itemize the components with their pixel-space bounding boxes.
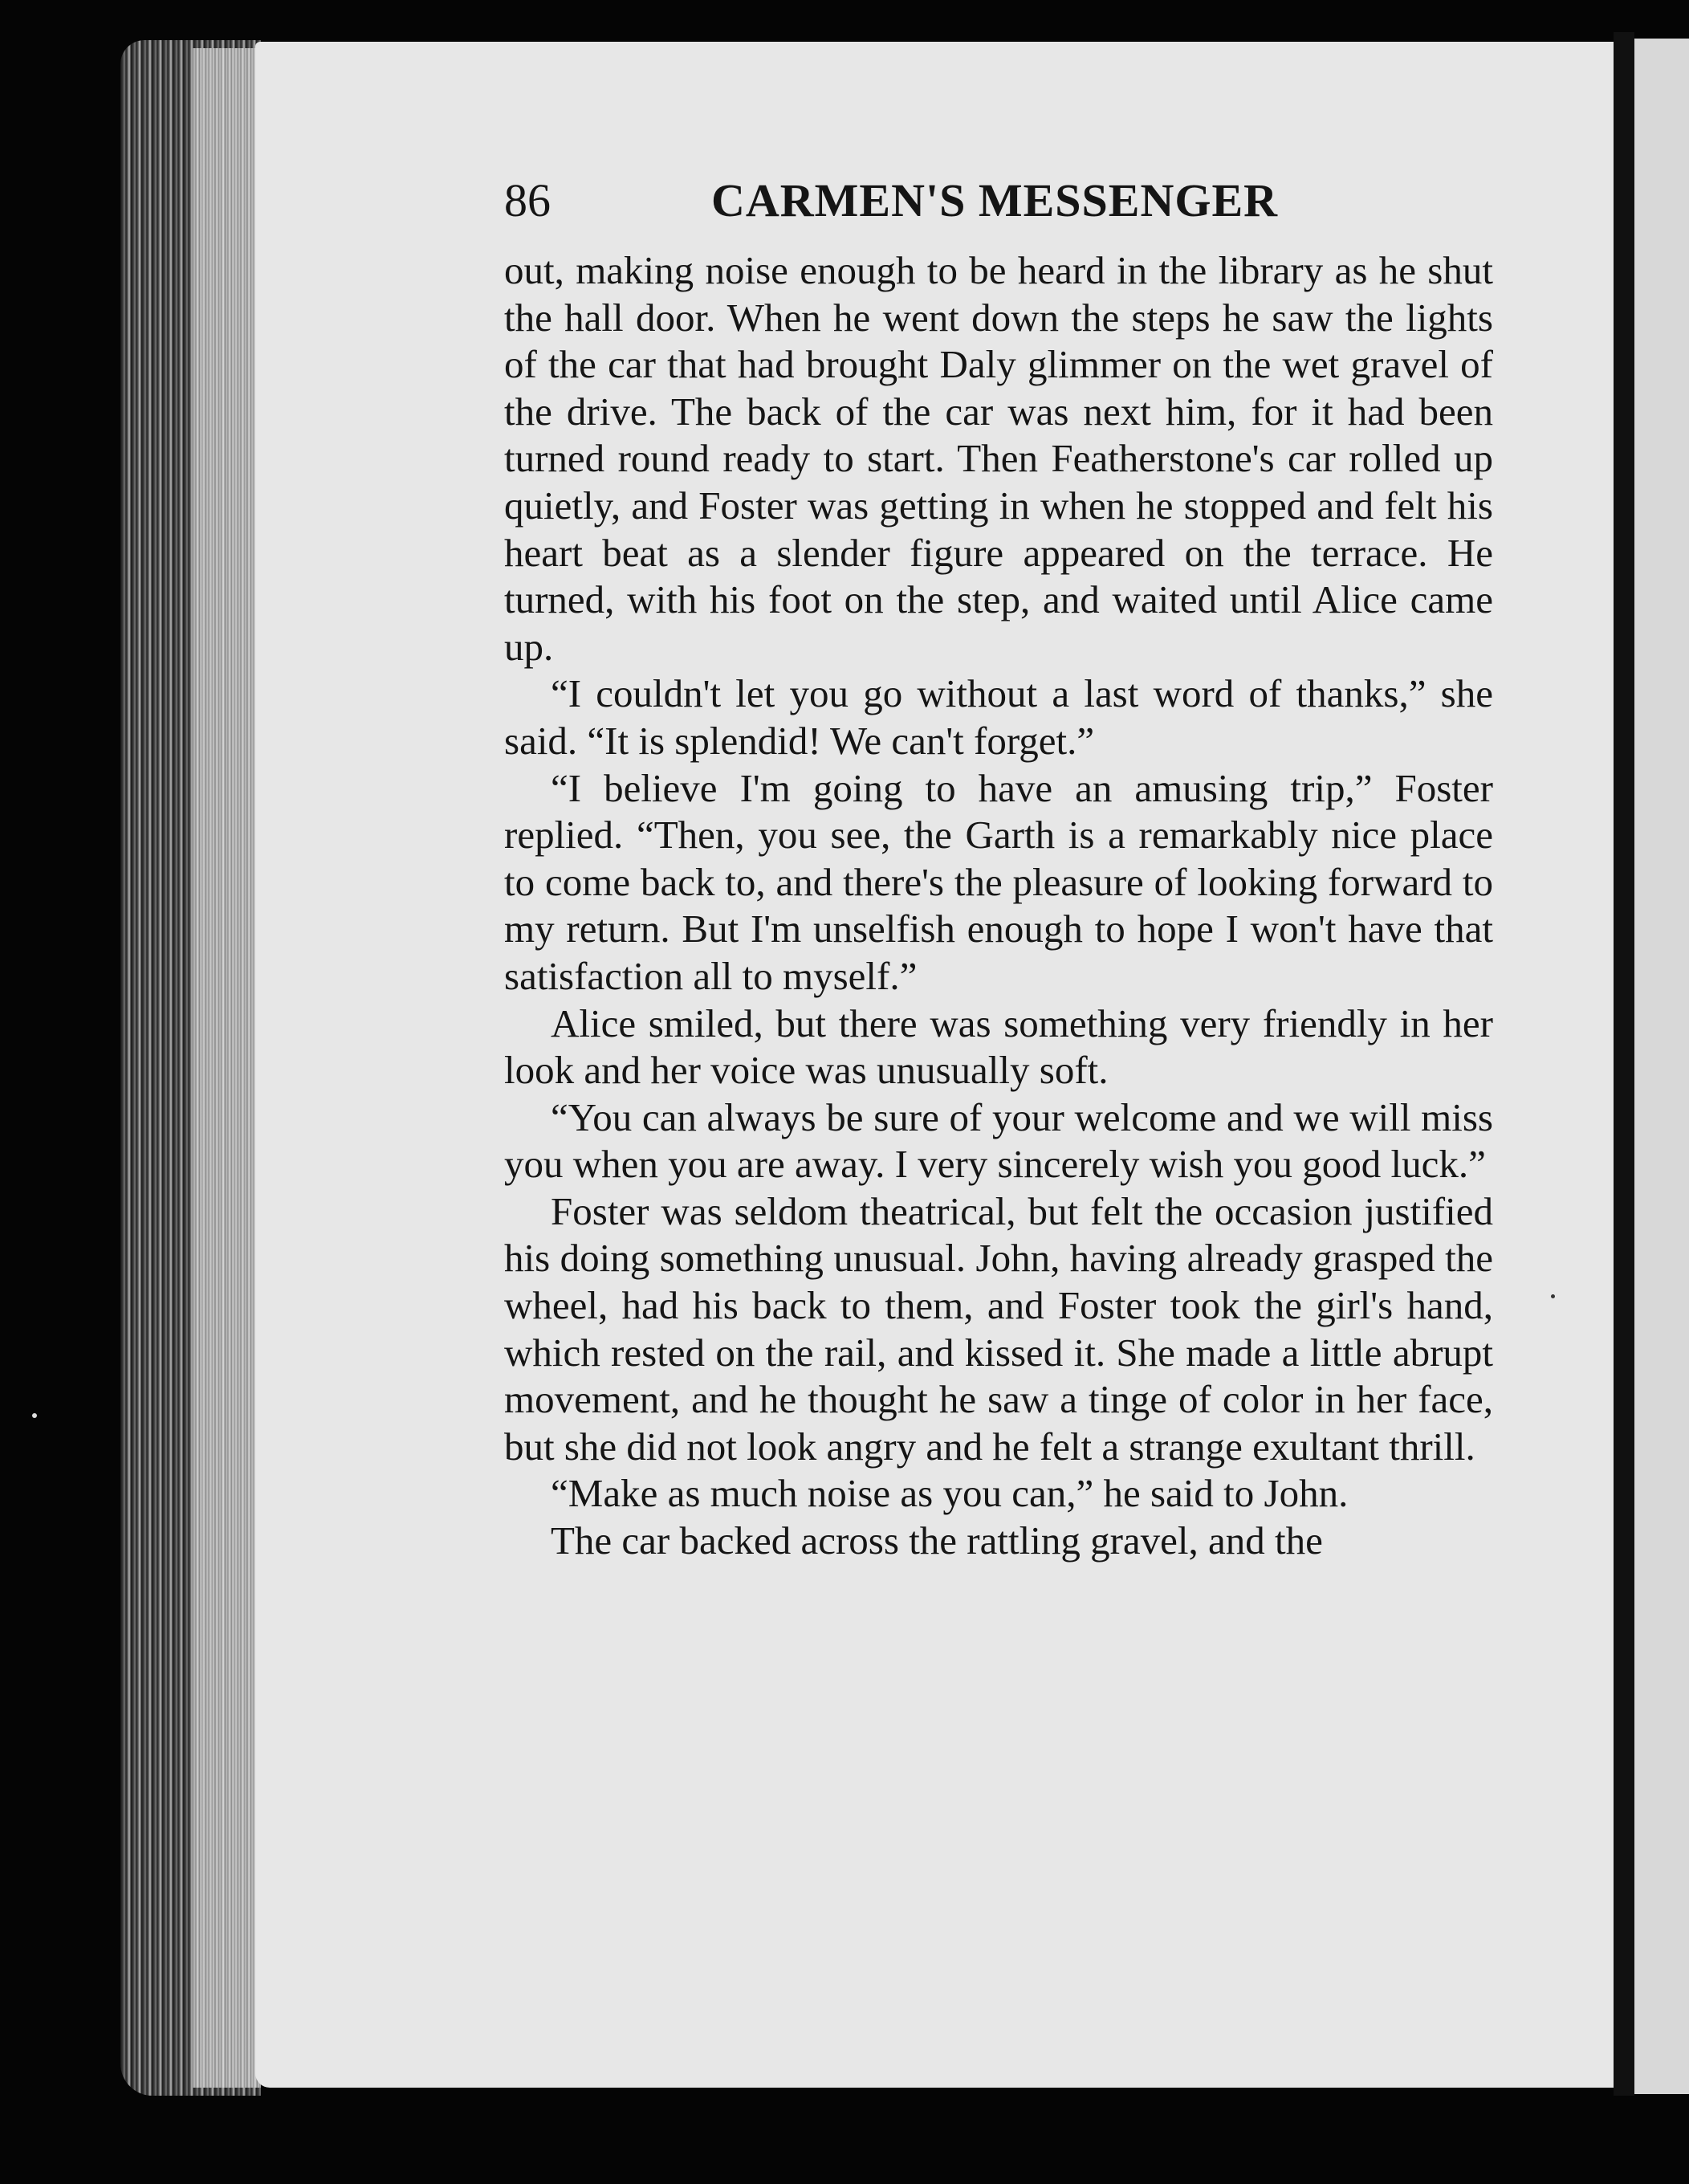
page-number: 86 [504,174,551,226]
paragraph: “I believe I'm going to have an amusing trip,” Foster replied. “Then, you see, the Garth is a remarkably nice place to come back to, and there's the pleasure of looking forward to my return. But I'm unselfish enough to hope I won't have that satisfaction all to myself.” [504,765,1493,998]
paragraph: “I couldn't let you go without a last word of thanks,” she said. “It is splendid! We can't forget.” [504,671,1493,763]
scan-speck [32,1413,37,1418]
running-title: CARMEN'S MESSENGER [711,174,1279,226]
paragraph: Alice smiled, but there was something very friendly in her look and her voice was unusually soft. [504,1000,1493,1093]
paragraph: “Make as much noise as you can,” he said to John. [551,1471,1349,1516]
paragraph: “You can always be sure of your welcome and we will miss you when you are away. I very sincerely wish you good luck.” [504,1094,1493,1187]
paragraph: Foster was seldom theatrical, but felt the occasion justified his doing something unusual. John, having already grasped the wheel, had his back to them, and Foster took the girl's hand, which rested on the rail, and kissed it. She made a little abrupt movement, and he thought he saw a tinge of color in her face, but she did not look angry and he felt a strange exultant thrill. [504,1188,1493,1469]
scan-speck [1551,1294,1555,1298]
paragraph: The car backed across the rattling gravel, and the [551,1518,1323,1563]
page-stack-edges [193,48,261,2088]
body-text [504,247,1493,1565]
paragraph: out, making noise enough to be heard in the library as he shut the hall door. When he went down the steps he saw the lights of the car that had brought Daly glimmer on the wet gravel of the drive. The back of the car was next him, for it had been turned round ready to start. Then Featherstone's car rolled up quietly, and Foster was getting in when he stopped and felt his heart beat as a slender figure appeared on the terrace. He turned, with his foot on the step, and waited until Alice came up. [504,248,1493,669]
facing-page-edge [1634,39,1689,2094]
spine-shadow [1614,32,1634,2096]
running-head [504,153,1493,233]
text-block [504,153,1493,1565]
